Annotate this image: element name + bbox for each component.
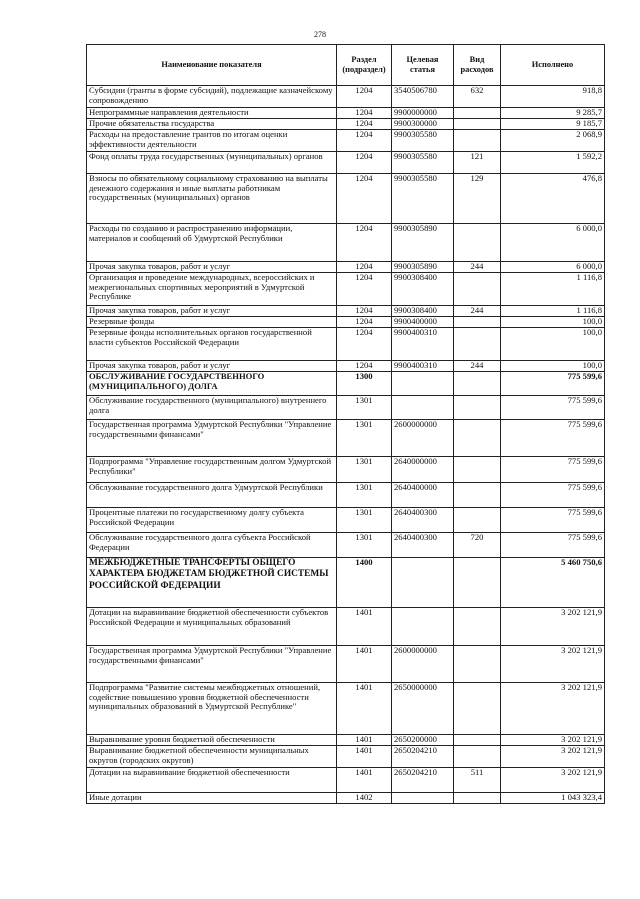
cell-section: 1204 <box>337 361 392 372</box>
cell-section: 1402 <box>337 793 392 804</box>
cell-section: 1204 <box>337 108 392 119</box>
cell-name: Обслуживание государственного долга субъекта Российской Федерации <box>87 533 337 558</box>
cell-section: 1204 <box>337 306 392 317</box>
cell-name: Расходы по созданию и распространению информации, материалов и сообщений об Удмуртской Республики <box>87 224 337 262</box>
cell-section: 1401 <box>337 735 392 746</box>
cell-target: 2640400300 <box>392 533 454 558</box>
table-row <box>87 746 605 768</box>
cell-section: 1401 <box>337 683 392 735</box>
cell-name: Дотации на выравнивание бюджетной обеспеченности <box>87 768 337 793</box>
cell-name: Обслуживание государственного долга Удмуртской Республики <box>87 483 337 508</box>
table-row <box>87 224 605 262</box>
table-row <box>87 508 605 533</box>
cell-section: 1401 <box>337 608 392 646</box>
cell-type <box>454 558 501 608</box>
cell-target: 9900400000 <box>392 317 454 328</box>
cell-name: ОБСЛУЖИВАНИЕ ГОСУДАРСТВЕННОГО (МУНИЦИПАЛЬНОГО) ДОЛГА <box>87 372 337 396</box>
cell-section: 1204 <box>337 273 392 306</box>
cell-name: Резервные фонды <box>87 317 337 328</box>
cell-amount: 775 599,6 <box>501 420 605 457</box>
cell-amount: 100,0 <box>501 317 605 328</box>
cell-section: 1400 <box>337 558 392 608</box>
cell-name: Выравнивание уровня бюджетной обеспеченности <box>87 735 337 746</box>
cell-amount: 3 202 121,9 <box>501 683 605 735</box>
cell-target: 2640000000 <box>392 457 454 483</box>
cell-type <box>454 224 501 262</box>
cell-name: Расходы на предоставление грантов по итогам оценки эффективности деятельности <box>87 130 337 152</box>
cell-type <box>454 735 501 746</box>
table-row-section-total <box>87 558 605 608</box>
cell-section: 1204 <box>337 224 392 262</box>
table-row <box>87 793 605 804</box>
cell-amount: 6 000,0 <box>501 224 605 262</box>
cell-name: Прочие обязательства государства <box>87 119 337 130</box>
cell-target: 2650204210 <box>392 746 454 768</box>
header-name: Наименование показателя <box>87 45 337 86</box>
table-row <box>87 328 605 361</box>
cell-type <box>454 683 501 735</box>
table-row <box>87 306 605 317</box>
cell-type <box>454 273 501 306</box>
page-number: 278 <box>314 30 326 39</box>
cell-amount: 775 599,6 <box>501 372 605 396</box>
cell-name: Резервные фонды исполнительных органов государственной власти субъектов Российской Федерации <box>87 328 337 361</box>
table-row <box>87 646 605 683</box>
cell-name: Организация и проведение международных, всероссийских и межрегиональных спортивных мероприятий в Удмуртской Республике <box>87 273 337 306</box>
cell-target: 2650000000 <box>392 683 454 735</box>
cell-type <box>454 119 501 130</box>
cell-amount: 100,0 <box>501 328 605 361</box>
cell-amount: 3 202 121,9 <box>501 735 605 746</box>
table-row <box>87 130 605 152</box>
table-row <box>87 174 605 224</box>
cell-amount: 3 202 121,9 <box>501 768 605 793</box>
cell-target: 2650200000 <box>392 735 454 746</box>
cell-type <box>454 420 501 457</box>
cell-name: Взносы по обязательному социальному страхованию на выплаты денежного содержания и иные выплаты работникам государственных (муниципальных) органов <box>87 174 337 224</box>
cell-amount: 476,8 <box>501 174 605 224</box>
table-row-section-total <box>87 372 605 396</box>
table-row <box>87 457 605 483</box>
cell-section: 1301 <box>337 457 392 483</box>
cell-target: 9900400310 <box>392 361 454 372</box>
cell-section: 1204 <box>337 317 392 328</box>
cell-name: Субсидии (гранты в форме субсидий), подлежащие казначейскому сопровождению <box>87 86 337 108</box>
cell-target <box>392 793 454 804</box>
header-section: Раздел (подраздел) <box>337 45 392 86</box>
table-row <box>87 683 605 735</box>
cell-type: 720 <box>454 533 501 558</box>
cell-section: 1301 <box>337 508 392 533</box>
cell-type: 244 <box>454 262 501 273</box>
cell-type <box>454 746 501 768</box>
cell-amount: 100,0 <box>501 361 605 372</box>
table-row <box>87 273 605 306</box>
cell-amount: 9 285,7 <box>501 108 605 119</box>
header-target: Целевая статья <box>392 45 454 86</box>
cell-section: 1204 <box>337 86 392 108</box>
cell-name: Прочая закупка товаров, работ и услуг <box>87 262 337 273</box>
cell-amount: 5 460 750,6 <box>501 558 605 608</box>
cell-name: Подпрограмма "Управление государственным долгом Удмуртской Республики" <box>87 457 337 483</box>
cell-target: 2650204210 <box>392 768 454 793</box>
cell-amount: 775 599,6 <box>501 508 605 533</box>
table-row <box>87 317 605 328</box>
cell-section: 1204 <box>337 152 392 174</box>
cell-section: 1204 <box>337 262 392 273</box>
cell-name: Иные дотации <box>87 793 337 804</box>
cell-section: 1401 <box>337 646 392 683</box>
cell-section: 1301 <box>337 483 392 508</box>
budget-execution-table <box>86 44 605 804</box>
table-header-row <box>87 45 605 86</box>
table-row <box>87 119 605 130</box>
cell-name: Государственная программа Удмуртской Республики "Управление государственными финансами" <box>87 646 337 683</box>
table-row <box>87 735 605 746</box>
cell-type: 511 <box>454 768 501 793</box>
cell-name: Государственная программа Удмуртской Республики "Управление государственными финансами" <box>87 420 337 457</box>
cell-target: 9900308400 <box>392 273 454 306</box>
cell-section: 1301 <box>337 420 392 457</box>
cell-name: Непрограммные направления деятельности <box>87 108 337 119</box>
cell-amount: 1 116,8 <box>501 306 605 317</box>
cell-type <box>454 483 501 508</box>
cell-amount: 3 202 121,9 <box>501 646 605 683</box>
table-row <box>87 152 605 174</box>
cell-target: 9900308400 <box>392 306 454 317</box>
cell-type <box>454 317 501 328</box>
cell-target: 9900305580 <box>392 130 454 152</box>
cell-amount: 775 599,6 <box>501 396 605 420</box>
cell-target: 3540506780 <box>392 86 454 108</box>
cell-target <box>392 608 454 646</box>
cell-name: МЕЖБЮДЖЕТНЫЕ ТРАНСФЕРТЫ ОБЩЕГО ХАРАКТЕРА БЮДЖЕТАМ БЮДЖЕТНОЙ СИСТЕМЫ РОССИЙСКОЙ ФЕДЕРАЦИИ <box>87 558 337 608</box>
cell-target: 2600000000 <box>392 646 454 683</box>
cell-section: 1300 <box>337 372 392 396</box>
cell-target: 9900305890 <box>392 262 454 273</box>
cell-target <box>392 372 454 396</box>
cell-name: Процентные платежи по государственному долгу субъекта Российской Федерации <box>87 508 337 533</box>
table-row <box>87 768 605 793</box>
cell-target: 9900305580 <box>392 174 454 224</box>
cell-type <box>454 646 501 683</box>
cell-type <box>454 608 501 646</box>
cell-type: 244 <box>454 306 501 317</box>
cell-section: 1301 <box>337 533 392 558</box>
cell-section: 1301 <box>337 396 392 420</box>
cell-amount: 775 599,6 <box>501 533 605 558</box>
cell-target <box>392 396 454 420</box>
cell-amount: 775 599,6 <box>501 457 605 483</box>
cell-section: 1204 <box>337 119 392 130</box>
cell-amount: 6 000,0 <box>501 262 605 273</box>
cell-name: Выравнивание бюджетной обеспеченности муниципальных округов (городских округов) <box>87 746 337 768</box>
cell-name: Прочая закупка товаров, работ и услуг <box>87 306 337 317</box>
cell-target: 9900400310 <box>392 328 454 361</box>
table-row <box>87 396 605 420</box>
cell-amount: 1 592,2 <box>501 152 605 174</box>
table-row <box>87 483 605 508</box>
cell-target: 9900000000 <box>392 108 454 119</box>
table-row <box>87 420 605 457</box>
cell-section: 1401 <box>337 746 392 768</box>
table-row <box>87 108 605 119</box>
cell-type <box>454 396 501 420</box>
header-amount: Исполнено <box>501 45 605 86</box>
table-row <box>87 86 605 108</box>
cell-type <box>454 130 501 152</box>
cell-target: 9900305890 <box>392 224 454 262</box>
table-row <box>87 533 605 558</box>
cell-type <box>454 457 501 483</box>
cell-type <box>454 508 501 533</box>
cell-type: 632 <box>454 86 501 108</box>
cell-target: 2640400000 <box>392 483 454 508</box>
cell-type <box>454 328 501 361</box>
cell-amount: 775 599,6 <box>501 483 605 508</box>
cell-target: 9900305580 <box>392 152 454 174</box>
cell-amount: 1 043 323,4 <box>501 793 605 804</box>
cell-type: 244 <box>454 361 501 372</box>
cell-amount: 3 202 121,9 <box>501 746 605 768</box>
cell-amount: 3 202 121,9 <box>501 608 605 646</box>
table-row <box>87 608 605 646</box>
header-type: Вид расходов <box>454 45 501 86</box>
cell-name: Дотации на выравнивание бюджетной обеспеченности субъектов Российской Федерации и муниципальных образований <box>87 608 337 646</box>
cell-type <box>454 108 501 119</box>
cell-target <box>392 558 454 608</box>
cell-type: 129 <box>454 174 501 224</box>
cell-section: 1401 <box>337 768 392 793</box>
cell-amount: 1 116,8 <box>501 273 605 306</box>
table-row <box>87 361 605 372</box>
cell-name: Прочая закупка товаров, работ и услуг <box>87 361 337 372</box>
cell-section: 1204 <box>337 328 392 361</box>
cell-amount: 918,8 <box>501 86 605 108</box>
table-row <box>87 262 605 273</box>
cell-type <box>454 793 501 804</box>
cell-target: 9900300000 <box>392 119 454 130</box>
cell-name: Обслуживание государственного (муниципального) внутреннего долга <box>87 396 337 420</box>
cell-amount: 9 185,7 <box>501 119 605 130</box>
cell-type <box>454 372 501 396</box>
cell-name: Фонд оплаты труда государственных (муниципальных) органов <box>87 152 337 174</box>
cell-name: Подпрограмма "Развитие системы межбюджетных отношений, содействие повышению уровня бюджетной обеспеченности муниципальных образований в Удмуртской Республике" <box>87 683 337 735</box>
cell-type: 121 <box>454 152 501 174</box>
cell-section: 1204 <box>337 174 392 224</box>
cell-target: 2600000000 <box>392 420 454 457</box>
cell-section: 1204 <box>337 130 392 152</box>
cell-amount: 2 068,9 <box>501 130 605 152</box>
cell-target: 2640400300 <box>392 508 454 533</box>
